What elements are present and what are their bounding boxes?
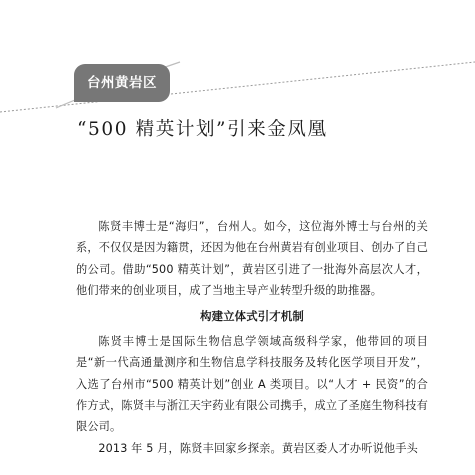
intro-paragraph: 陈贤丰博士是“海归”，台州人。如今，这位海外博士与台州的关系，不仅仅是因为籍贯，还因为他在台州黄岩有创业项目、创办了自己的公司。借助“500 精英计划”，黄岩区引进了一批海外高层次人才，他们带来的创业项目，成了当地主导产业转型升级的助推器。 — [76, 220, 428, 297]
section-paragraph: 2013 年 5 月，陈贤丰回家乡探亲。黄岩区委人才办听说他手头 — [98, 441, 418, 455]
article-title: “500 精英计划”引来金凤凰 — [77, 119, 328, 140]
region-tab-label: 台州黄岩区 — [87, 75, 157, 91]
region-tab — [74, 64, 170, 102]
article-body — [76, 216, 428, 459]
section-paragraph: 陈贤丰博士是国际生物信息学领域高级科学家，他带回的项目是“新一代高通量测序和生物信息学科技服务及转化医学项目开发”，入选了台州市“500 精英计划”创业 A 类项目。以“人才 + 民资”的合作方式，陈贤丰与浙江天宇药业有限公司携手，成立了圣庭生物科技有限公司。 — [76, 335, 428, 434]
section-heading: 构建立体式引才机制 — [200, 309, 304, 324]
